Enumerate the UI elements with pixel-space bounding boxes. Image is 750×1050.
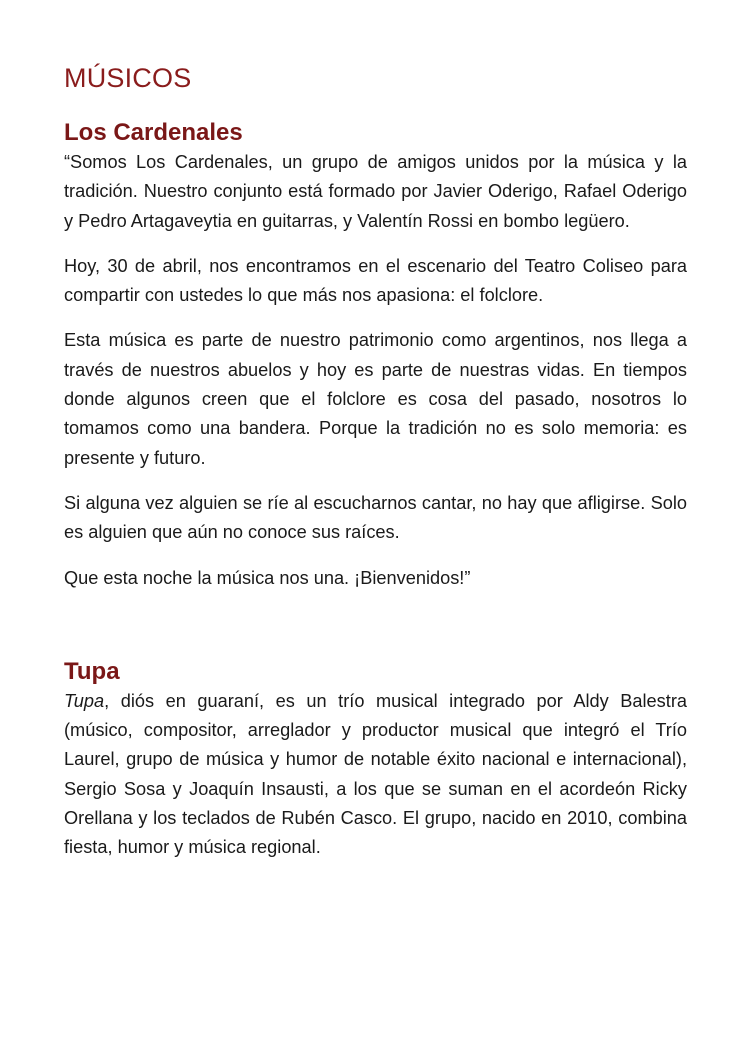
band-tupa bbox=[64, 657, 687, 863]
tupa-paragraph bbox=[64, 687, 687, 863]
cardenales-paragraph-2: Hoy, 30 de abril, nos encontramos en el escenario del Teatro Coliseo para compartir con ustedes lo que más nos apasiona: el folclore. bbox=[64, 255, 687, 306]
cardenales-paragraph-3: Esta música es parte de nuestro patrimonio como argentinos, nos llega a través de nuestros abuelos y hoy es parte de nuestras vidas. En tiempos donde algunos creen que el folclore es cosa del pasado, nosotros lo tomamos como una bandera. Porque la tradición no es solo memoria: es presente y futuro. bbox=[64, 330, 687, 468]
cardenales-paragraph-5: Que esta noche la música nos una. ¡Bienvenidos!” bbox=[64, 567, 471, 588]
cardenales-paragraph-4: Si alguna vez alguien se ríe al escucharnos cantar, no hay que afligirse. Solo es alguien que aún no conoce sus raíces. bbox=[64, 492, 687, 543]
tupa-paragraph-text: , diós en guaraní, es un trío musical integrado por Aldy Balestra (músico, compositor, arreglador y productor musical que integró el Trío Laurel, grupo de música y humor de notable éxito nacional e internacional), Sergio Sosa y Joaquín Insausti, a los que se suman en el acordeón Ricky Orellana y los teclados de Rubén Casco. El grupo, nacido en 2010, combina fiesta, humor y música regional. bbox=[64, 690, 687, 858]
tupa-italic-name: Tupa bbox=[64, 690, 105, 711]
section-title: MÚSICOS bbox=[64, 63, 192, 93]
band-los-cardenales bbox=[64, 118, 687, 593]
cardenales-paragraph-1: “Somos Los Cardenales, un grupo de amigos unidos por la música y la tradición. Nuestro conjunto está formado por Javier Oderigo, Rafael Oderigo y Pedro Artagaveytia en guitarras, y Valentín Rossi en bombo legüero. bbox=[64, 152, 687, 231]
page-content bbox=[64, 58, 687, 863]
band-name-tupa: Tupa bbox=[64, 657, 120, 685]
band-name-los-cardenales: Los Cardenales bbox=[64, 119, 243, 146]
